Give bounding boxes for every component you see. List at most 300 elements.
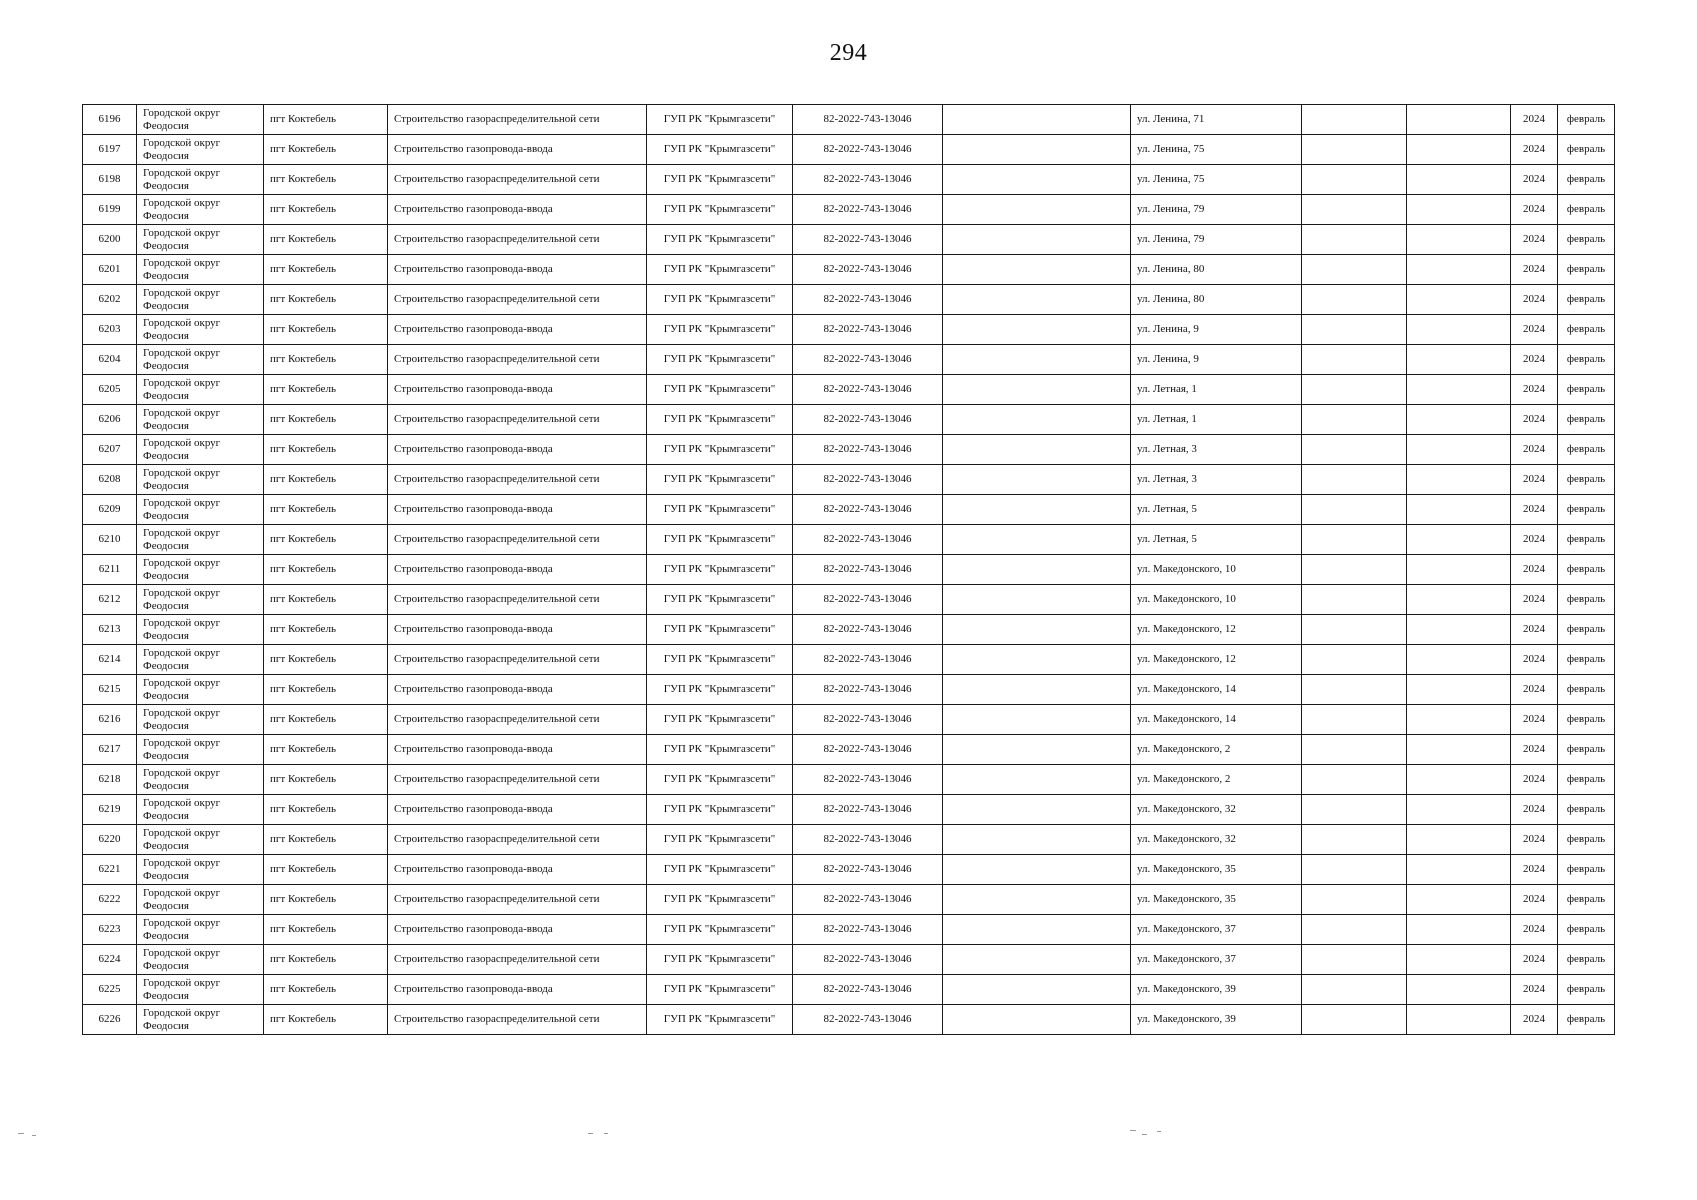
district-line-2: Феодосия <box>143 899 189 912</box>
address-cell: ул. Ленина, 75 <box>1131 165 1302 195</box>
empty-cell <box>1407 255 1511 285</box>
empty-cell <box>1302 555 1407 585</box>
district-line-1: Городской округ <box>143 406 221 419</box>
empty-cell <box>1407 285 1511 315</box>
empty-cell <box>1407 555 1511 585</box>
empty-cell <box>1302 435 1407 465</box>
district-line-2: Феодосия <box>143 659 189 672</box>
settlement-cell: пгт Коктебель <box>264 345 388 375</box>
row-number: 6225 <box>83 975 137 1005</box>
address-cell: ул. Македонского, 35 <box>1131 855 1302 885</box>
organization-cell: ГУП РК "Крымгазсети" <box>647 915 793 945</box>
empty-cell <box>943 345 1131 375</box>
month-cell: февраль <box>1558 555 1615 585</box>
district-cell <box>137 615 264 645</box>
program-code-cell: 82-2022-743-13046 <box>793 285 943 315</box>
address-cell: ул. Летная, 5 <box>1131 495 1302 525</box>
district-cell <box>137 375 264 405</box>
empty-cell <box>943 405 1131 435</box>
work-type-cell: Строительство газораспределительной сети <box>388 585 647 615</box>
row-number: 6226 <box>83 1005 137 1035</box>
empty-cell <box>1302 645 1407 675</box>
empty-cell <box>1302 885 1407 915</box>
program-code-cell: 82-2022-743-13046 <box>793 945 943 975</box>
organization-cell: ГУП РК "Крымгазсети" <box>647 795 793 825</box>
year-cell: 2024 <box>1511 285 1558 315</box>
settlement-cell: пгт Коктебель <box>264 825 388 855</box>
table-row <box>83 345 1615 375</box>
empty-cell <box>1407 855 1511 885</box>
year-cell: 2024 <box>1511 855 1558 885</box>
district-line-1: Городской округ <box>143 196 221 209</box>
address-cell: ул. Летная, 3 <box>1131 465 1302 495</box>
row-number: 6216 <box>83 705 137 735</box>
program-code-cell: 82-2022-743-13046 <box>793 345 943 375</box>
organization-cell: ГУП РК "Крымгазсети" <box>647 105 793 135</box>
work-type-cell: Строительство газопровода-ввода <box>388 375 647 405</box>
month-cell: февраль <box>1558 525 1615 555</box>
settlement-cell: пгт Коктебель <box>264 495 388 525</box>
table-row <box>83 705 1615 735</box>
organization-cell: ГУП РК "Крымгазсети" <box>647 585 793 615</box>
scan-artifact <box>1142 1134 1147 1135</box>
program-code-cell: 82-2022-743-13046 <box>793 855 943 885</box>
work-type-cell: Строительство газопровода-ввода <box>388 915 647 945</box>
empty-cell <box>1302 465 1407 495</box>
month-cell: февраль <box>1558 495 1615 525</box>
empty-cell <box>1407 885 1511 915</box>
district-line-1: Городской округ <box>143 586 221 599</box>
month-cell: февраль <box>1558 645 1615 675</box>
district-line-2: Феодосия <box>143 359 189 372</box>
month-cell: февраль <box>1558 915 1615 945</box>
table-row <box>83 105 1615 135</box>
district-cell <box>137 975 264 1005</box>
empty-cell <box>1407 705 1511 735</box>
district-line-1: Городской округ <box>143 256 221 269</box>
empty-cell <box>943 735 1131 765</box>
year-cell: 2024 <box>1511 375 1558 405</box>
month-cell: февраль <box>1558 315 1615 345</box>
organization-cell: ГУП РК "Крымгазсети" <box>647 735 793 765</box>
month-cell: февраль <box>1558 165 1615 195</box>
table-row <box>83 795 1615 825</box>
table-row <box>83 465 1615 495</box>
address-cell: ул. Македонского, 32 <box>1131 795 1302 825</box>
organization-cell: ГУП РК "Крымгазсети" <box>647 255 793 285</box>
month-cell: февраль <box>1558 1005 1615 1035</box>
district-line-2: Феодосия <box>143 179 189 192</box>
empty-cell <box>943 555 1131 585</box>
settlement-cell: пгт Коктебель <box>264 795 388 825</box>
empty-cell <box>943 465 1131 495</box>
program-code-cell: 82-2022-743-13046 <box>793 405 943 435</box>
empty-cell <box>1407 195 1511 225</box>
work-type-cell: Строительство газопровода-ввода <box>388 735 647 765</box>
district-line-2: Феодосия <box>143 779 189 792</box>
empty-cell <box>943 195 1131 225</box>
year-cell: 2024 <box>1511 735 1558 765</box>
empty-cell <box>1407 795 1511 825</box>
settlement-cell: пгт Коктебель <box>264 555 388 585</box>
district-cell <box>137 825 264 855</box>
address-cell: ул. Македонского, 10 <box>1131 585 1302 615</box>
program-code-cell: 82-2022-743-13046 <box>793 795 943 825</box>
district-line-1: Городской округ <box>143 466 221 479</box>
district-line-1: Городской округ <box>143 706 221 719</box>
empty-cell <box>943 795 1131 825</box>
empty-cell <box>1302 675 1407 705</box>
district-cell <box>137 705 264 735</box>
row-number: 6206 <box>83 405 137 435</box>
address-cell: ул. Ленина, 80 <box>1131 285 1302 315</box>
empty-cell <box>943 855 1131 885</box>
district-cell <box>137 855 264 885</box>
district-cell <box>137 105 264 135</box>
district-cell <box>137 795 264 825</box>
page-number: 294 <box>829 40 868 66</box>
district-cell <box>137 195 264 225</box>
work-type-cell: Строительство газопровода-ввода <box>388 795 647 825</box>
year-cell: 2024 <box>1511 315 1558 345</box>
district-line-1: Городской округ <box>143 106 221 119</box>
table-row <box>83 675 1615 705</box>
district-cell <box>137 525 264 555</box>
scan-artifact <box>18 1133 24 1134</box>
district-line-2: Феодосия <box>143 209 189 222</box>
row-number: 6223 <box>83 915 137 945</box>
settlement-cell: пгт Коктебель <box>264 165 388 195</box>
work-type-cell: Строительство газораспределительной сети <box>388 225 647 255</box>
program-code-cell: 82-2022-743-13046 <box>793 315 943 345</box>
table-row <box>83 945 1615 975</box>
settlement-cell: пгт Коктебель <box>264 525 388 555</box>
empty-cell <box>943 375 1131 405</box>
district-cell <box>137 555 264 585</box>
work-type-cell: Строительство газопровода-ввода <box>388 135 647 165</box>
work-type-cell: Строительство газораспределительной сети <box>388 405 647 435</box>
address-cell: ул. Ленина, 71 <box>1131 105 1302 135</box>
district-line-2: Феодосия <box>143 1019 189 1032</box>
settlement-cell: пгт Коктебель <box>264 675 388 705</box>
district-line-2: Феодосия <box>143 719 189 732</box>
district-line-1: Городской округ <box>143 946 221 959</box>
work-type-cell: Строительство газораспределительной сети <box>388 825 647 855</box>
empty-cell <box>943 255 1131 285</box>
settlement-cell: пгт Коктебель <box>264 105 388 135</box>
table-row <box>83 585 1615 615</box>
district-line-1: Городской округ <box>143 976 221 989</box>
empty-cell <box>1407 435 1511 465</box>
organization-cell: ГУП РК "Крымгазсети" <box>647 615 793 645</box>
empty-cell <box>1302 225 1407 255</box>
empty-cell <box>943 495 1131 525</box>
program-code-cell: 82-2022-743-13046 <box>793 735 943 765</box>
organization-cell: ГУП РК "Крымгазсети" <box>647 855 793 885</box>
program-code-cell: 82-2022-743-13046 <box>793 675 943 705</box>
month-cell: февраль <box>1558 855 1615 885</box>
month-cell: февраль <box>1558 945 1615 975</box>
program-code-cell: 82-2022-743-13046 <box>793 765 943 795</box>
empty-cell <box>1302 855 1407 885</box>
row-number: 6201 <box>83 255 137 285</box>
empty-cell <box>1407 495 1511 525</box>
settlement-cell: пгт Коктебель <box>264 225 388 255</box>
table-row <box>83 735 1615 765</box>
table-row <box>83 495 1615 525</box>
work-type-cell: Строительство газораспределительной сети <box>388 705 647 735</box>
settlement-cell: пгт Коктебель <box>264 435 388 465</box>
work-type-cell: Строительство газораспределительной сети <box>388 885 647 915</box>
work-type-cell: Строительство газопровода-ввода <box>388 495 647 525</box>
district-cell <box>137 1005 264 1035</box>
table-row <box>83 285 1615 315</box>
month-cell: февраль <box>1558 225 1615 255</box>
empty-cell <box>943 675 1131 705</box>
row-number: 6217 <box>83 735 137 765</box>
district-line-2: Феодосия <box>143 329 189 342</box>
organization-cell: ГУП РК "Крымгазсети" <box>647 495 793 525</box>
district-line-2: Феодосия <box>143 989 189 1002</box>
empty-cell <box>1407 615 1511 645</box>
address-cell: ул. Македонского, 35 <box>1131 885 1302 915</box>
settlement-cell: пгт Коктебель <box>264 975 388 1005</box>
year-cell: 2024 <box>1511 825 1558 855</box>
row-number: 6220 <box>83 825 137 855</box>
district-line-1: Городской округ <box>143 496 221 509</box>
district-line-2: Феодосия <box>143 959 189 972</box>
table-row <box>83 1005 1615 1035</box>
settlement-cell: пгт Коктебель <box>264 135 388 165</box>
year-cell: 2024 <box>1511 885 1558 915</box>
organization-cell: ГУП РК "Крымгазсети" <box>647 525 793 555</box>
district-cell <box>137 345 264 375</box>
district-line-1: Городской округ <box>143 856 221 869</box>
program-code-cell: 82-2022-743-13046 <box>793 255 943 285</box>
year-cell: 2024 <box>1511 765 1558 795</box>
district-line-1: Городской округ <box>143 226 221 239</box>
table-row <box>83 915 1615 945</box>
empty-cell <box>943 975 1131 1005</box>
district-line-2: Феодосия <box>143 629 189 642</box>
row-number: 6211 <box>83 555 137 585</box>
district-line-2: Феодосия <box>143 749 189 762</box>
organization-cell: ГУП РК "Крымгазсети" <box>647 765 793 795</box>
settlement-cell: пгт Коктебель <box>264 1005 388 1035</box>
settlement-cell: пгт Коктебель <box>264 945 388 975</box>
district-line-2: Феодосия <box>143 449 189 462</box>
district-line-1: Городской округ <box>143 676 221 689</box>
table-row <box>83 855 1615 885</box>
empty-cell <box>1302 735 1407 765</box>
program-code-cell: 82-2022-743-13046 <box>793 435 943 465</box>
address-cell: ул. Летная, 5 <box>1131 525 1302 555</box>
district-line-2: Феодосия <box>143 389 189 402</box>
year-cell: 2024 <box>1511 615 1558 645</box>
district-line-2: Феодосия <box>143 419 189 432</box>
district-cell <box>137 645 264 675</box>
address-cell: ул. Летная, 1 <box>1131 375 1302 405</box>
empty-cell <box>1407 345 1511 375</box>
empty-cell <box>1302 705 1407 735</box>
district-cell <box>137 405 264 435</box>
work-type-cell: Строительство газопровода-ввода <box>388 975 647 1005</box>
district-cell <box>137 945 264 975</box>
register-table <box>82 104 1615 1035</box>
empty-cell <box>943 1005 1131 1035</box>
program-code-cell: 82-2022-743-13046 <box>793 585 943 615</box>
empty-cell <box>1407 465 1511 495</box>
district-line-1: Городской округ <box>143 346 221 359</box>
program-code-cell: 82-2022-743-13046 <box>793 465 943 495</box>
empty-cell <box>943 225 1131 255</box>
empty-cell <box>943 645 1131 675</box>
address-cell: ул. Македонского, 2 <box>1131 735 1302 765</box>
work-type-cell: Строительство газораспределительной сети <box>388 1005 647 1035</box>
organization-cell: ГУП РК "Крымгазсети" <box>647 885 793 915</box>
empty-cell <box>1407 165 1511 195</box>
district-line-1: Городской округ <box>143 316 221 329</box>
empty-cell <box>1302 255 1407 285</box>
scan-artifact <box>604 1133 608 1134</box>
empty-cell <box>1302 525 1407 555</box>
address-cell: ул. Летная, 1 <box>1131 405 1302 435</box>
program-code-cell: 82-2022-743-13046 <box>793 615 943 645</box>
work-type-cell: Строительство газораспределительной сети <box>388 525 647 555</box>
organization-cell: ГУП РК "Крымгазсети" <box>647 1005 793 1035</box>
organization-cell: ГУП РК "Крымгазсети" <box>647 165 793 195</box>
district-line-2: Феодосия <box>143 539 189 552</box>
year-cell: 2024 <box>1511 225 1558 255</box>
empty-cell <box>1407 585 1511 615</box>
settlement-cell: пгт Коктебель <box>264 465 388 495</box>
address-cell: ул. Ленина, 9 <box>1131 315 1302 345</box>
district-line-1: Городской округ <box>143 736 221 749</box>
address-cell: ул. Македонского, 32 <box>1131 825 1302 855</box>
district-line-2: Феодосия <box>143 599 189 612</box>
organization-cell: ГУП РК "Крымгазсети" <box>647 825 793 855</box>
year-cell: 2024 <box>1511 675 1558 705</box>
row-number: 6209 <box>83 495 137 525</box>
empty-cell <box>1302 105 1407 135</box>
year-cell: 2024 <box>1511 555 1558 585</box>
row-number: 6224 <box>83 945 137 975</box>
empty-cell <box>1407 105 1511 135</box>
month-cell: февраль <box>1558 825 1615 855</box>
organization-cell: ГУП РК "Крымгазсети" <box>647 375 793 405</box>
month-cell: февраль <box>1558 375 1615 405</box>
table-row <box>83 885 1615 915</box>
district-cell <box>137 465 264 495</box>
row-number: 6199 <box>83 195 137 225</box>
district-line-2: Феодосия <box>143 269 189 282</box>
program-code-cell: 82-2022-743-13046 <box>793 525 943 555</box>
district-line-2: Феодосия <box>143 569 189 582</box>
district-line-1: Городской округ <box>143 556 221 569</box>
program-code-cell: 82-2022-743-13046 <box>793 165 943 195</box>
row-number: 6213 <box>83 615 137 645</box>
empty-cell <box>943 135 1131 165</box>
empty-cell <box>1302 915 1407 945</box>
year-cell: 2024 <box>1511 165 1558 195</box>
empty-cell <box>1302 285 1407 315</box>
year-cell: 2024 <box>1511 195 1558 225</box>
empty-cell <box>943 435 1131 465</box>
empty-cell <box>1302 765 1407 795</box>
empty-cell <box>1302 945 1407 975</box>
empty-cell <box>1407 975 1511 1005</box>
district-line-2: Феодосия <box>143 839 189 852</box>
district-cell <box>137 765 264 795</box>
year-cell: 2024 <box>1511 495 1558 525</box>
address-cell: ул. Македонского, 12 <box>1131 615 1302 645</box>
address-cell: ул. Ленина, 80 <box>1131 255 1302 285</box>
settlement-cell: пгт Коктебель <box>264 765 388 795</box>
table-row <box>83 255 1615 285</box>
row-number: 6208 <box>83 465 137 495</box>
empty-cell <box>1407 135 1511 165</box>
organization-cell: ГУП РК "Крымгазсети" <box>647 675 793 705</box>
district-cell <box>137 585 264 615</box>
program-code-cell: 82-2022-743-13046 <box>793 375 943 405</box>
district-line-2: Феодосия <box>143 929 189 942</box>
district-line-2: Феодосия <box>143 809 189 822</box>
table-row <box>83 165 1615 195</box>
address-cell: ул. Македонского, 12 <box>1131 645 1302 675</box>
row-number: 6196 <box>83 105 137 135</box>
empty-cell <box>1407 915 1511 945</box>
table-row <box>83 405 1615 435</box>
table-row <box>83 375 1615 405</box>
work-type-cell: Строительство газораспределительной сети <box>388 165 647 195</box>
year-cell: 2024 <box>1511 345 1558 375</box>
organization-cell: ГУП РК "Крымгазсети" <box>647 975 793 1005</box>
row-number: 6214 <box>83 645 137 675</box>
table-row <box>83 615 1615 645</box>
row-number: 6212 <box>83 585 137 615</box>
organization-cell: ГУП РК "Крымгазсети" <box>647 465 793 495</box>
row-number: 6210 <box>83 525 137 555</box>
empty-cell <box>1302 375 1407 405</box>
address-cell: ул. Македонского, 14 <box>1131 675 1302 705</box>
month-cell: февраль <box>1558 105 1615 135</box>
empty-cell <box>1407 405 1511 435</box>
district-line-2: Феодосия <box>143 479 189 492</box>
row-number: 6204 <box>83 345 137 375</box>
row-number: 6218 <box>83 765 137 795</box>
district-cell <box>137 915 264 945</box>
empty-cell <box>1302 495 1407 525</box>
row-number: 6205 <box>83 375 137 405</box>
address-cell: ул. Летная, 3 <box>1131 435 1302 465</box>
empty-cell <box>943 825 1131 855</box>
year-cell: 2024 <box>1511 465 1558 495</box>
row-number: 6219 <box>83 795 137 825</box>
district-line-2: Феодосия <box>143 119 189 132</box>
district-cell <box>137 135 264 165</box>
month-cell: февраль <box>1558 675 1615 705</box>
address-cell: ул. Ленина, 79 <box>1131 195 1302 225</box>
work-type-cell: Строительство газораспределительной сети <box>388 945 647 975</box>
district-line-1: Городской округ <box>143 646 221 659</box>
program-code-cell: 82-2022-743-13046 <box>793 105 943 135</box>
program-code-cell: 82-2022-743-13046 <box>793 555 943 585</box>
district-line-2: Феодосия <box>143 149 189 162</box>
work-type-cell: Строительство газопровода-ввода <box>388 195 647 225</box>
month-cell: февраль <box>1558 195 1615 225</box>
empty-cell <box>1302 795 1407 825</box>
work-type-cell: Строительство газораспределительной сети <box>388 765 647 795</box>
